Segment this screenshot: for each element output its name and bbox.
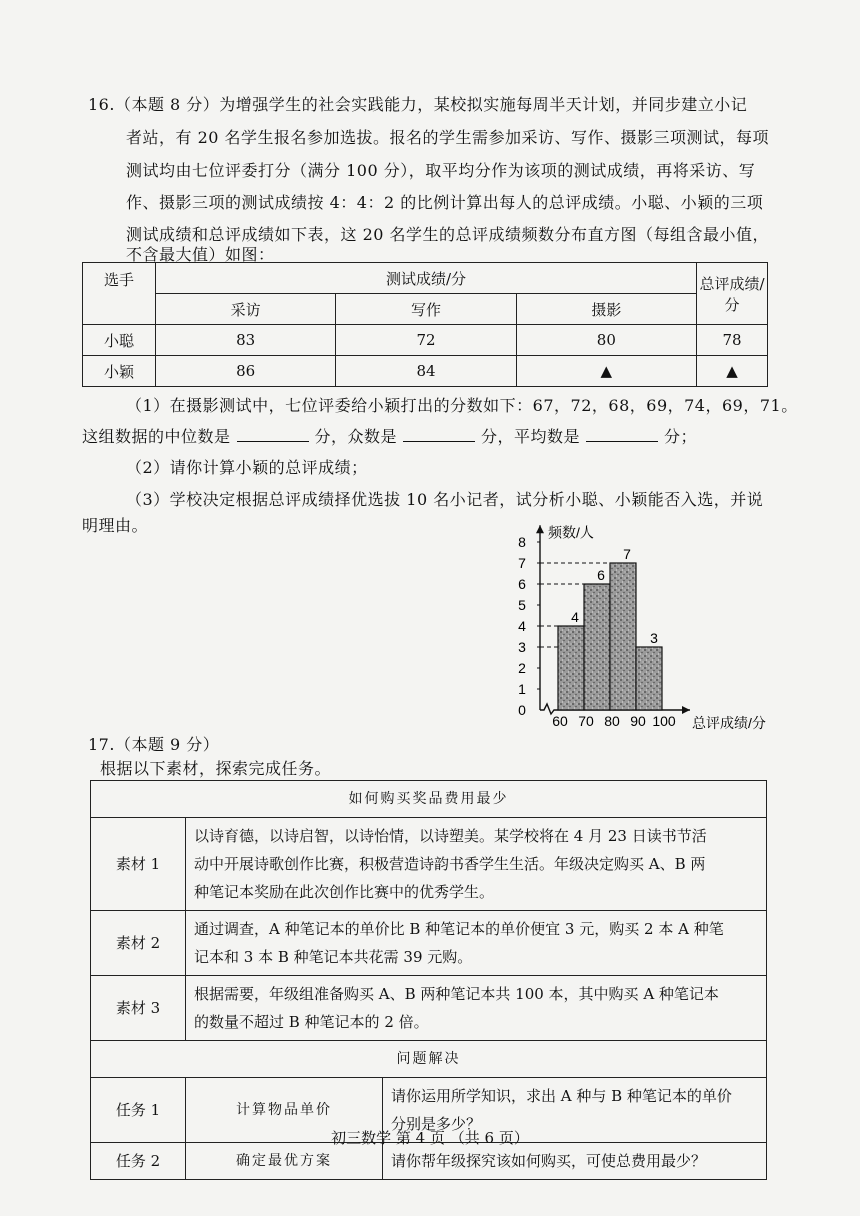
histogram-bar [610,563,636,710]
q16-line-2: 者站，有 20 名学生报名参加选拔。报名的学生需参加采访、写作、摄影三项测试，每项 [126,128,770,147]
table-row [83,356,768,387]
header-photography: 摄影 [516,294,696,325]
task-name: 确定最优方案 [186,1143,383,1180]
q16-part3-line2: 明理由。 [82,516,149,535]
histogram-bar [584,584,610,710]
material-row [91,911,767,976]
task-label: 任务 2 [91,1143,186,1180]
q16-part2: （2）请你计算小颖的总评成绩； [126,458,368,477]
x-tick-label: 60 [552,713,568,729]
material-content [186,818,767,911]
materials-table [90,780,767,1180]
cell-interview: 83 [156,325,336,356]
blank-median[interactable] [237,427,309,442]
task-name: 计算物品单价 [186,1078,383,1143]
q16-line-1: 16.（本题 8 分）为增强学生的社会实践能力，某校拟实施每周半天计划，并同步建立小记 [88,95,748,114]
cell-total: ▲ [697,356,768,387]
cell-photography: ▲ [516,356,696,387]
header-writing: 写作 [336,294,516,325]
table-row [83,325,768,356]
q16-part3-line1: （3）学校决定根据总评成绩择优选拔 10 名小记者，试分析小聪、小颖能否入选，并说 [126,490,764,509]
bar-value-label: 3 [650,630,658,646]
bar-value-label: 4 [571,609,579,625]
cell-photography: 80 [516,325,696,356]
q17-title: 17.（本题 9 分） [88,735,220,754]
materials-table-title: 如何购买奖品费用最少 [91,781,767,818]
histogram-bar [636,647,662,710]
material-line: 以诗育德，以诗启智，以诗怡情，以诗塑美。某学校将在 4 月 23 日读书节活 [194,827,707,845]
material-content [186,976,767,1041]
y-tick-label: 0 [518,702,526,718]
row-name: 小颖 [83,356,156,387]
bar-value-label: 7 [623,546,631,562]
material-row [91,818,767,911]
bar-value-label: 6 [597,567,605,583]
header-interview: 采访 [156,294,336,325]
cell-interview: 86 [156,356,336,387]
cell-writing: 84 [336,356,516,387]
q16-part1-line2 [82,424,697,447]
q16-line-4: 作、摄影三项的测试成绩按 4：4：2 的比例计算出每人的总评成绩。小聪、小颖的三项 [126,193,764,212]
material-line: 根据需要，年级组准备购买 A、B 两种笔记本共 100 本，其中购买 A 种笔记本 [194,985,719,1003]
task-line: 分别是多少？ [391,1115,482,1133]
material-content [186,911,767,976]
y-axis-arrow-icon [536,525,544,533]
y-axis-label: 频数/人 [548,524,594,541]
score-table [82,262,768,387]
y-tick-label: 3 [518,639,526,655]
material-line: 通过调查，A 种笔记本的单价比 B 种笔记本的单价便宜 3 元，购买 2 本 A 种笔 [194,920,724,938]
header-test-score: 测试成绩/分 [156,263,697,294]
material-label: 素材 1 [91,818,186,911]
x-tick-label: 80 [604,713,620,729]
q16-median-label: 这组数据的中位数是 [82,427,231,446]
q16-end-label: 分； [664,427,698,446]
q16-mode-label: 分，众数是 [314,427,398,446]
y-tick-label: 7 [518,555,526,571]
task-label: 任务 1 [91,1078,186,1143]
header-player: 选手 [83,263,156,325]
q17-intro: 根据以下素材，探索完成任务。 [100,759,332,778]
y-tick-label: 6 [518,576,526,592]
header-total-score: 总评成绩/分 [697,263,768,325]
y-tick-label: 5 [518,597,526,613]
x-tick-label: 70 [578,713,594,729]
blank-mean[interactable] [586,427,658,442]
q16-line-6: 不含最大值）如图： [126,245,275,264]
y-tick-label: 2 [518,660,526,676]
material-line: 动中开展诗歌创作比赛，积极营造诗韵书香学生生活。年级决定购买 A、B 两 [194,855,706,873]
y-tick-label: 8 [518,534,526,550]
material-label: 素材 3 [91,976,186,1041]
cell-total: 78 [697,325,768,356]
frequency-histogram [500,505,770,740]
material-label: 素材 2 [91,911,186,976]
row-name: 小聪 [83,325,156,356]
x-axis-label: 总评成绩/分 [692,715,766,731]
histogram-bar [558,626,584,710]
q16-line-5: 测试成绩和总评成绩如下表，这 20 名学生的总评成绩频数分布直方图（每组含最小值， [126,225,770,244]
q16-mean-label: 分，平均数是 [481,427,581,446]
material-row [91,976,767,1041]
material-line: 的数量不超过 B 种笔记本的 2 倍。 [194,1013,429,1031]
material-line: 种笔记本奖励在此次创作比赛中的优秀学生。 [194,883,495,901]
q16-part1-line1: （1）在摄影测试中，七位评委给小颖打出的分数如下：67，72，68，69，74，69，71。 [126,396,798,415]
x-axis-arrow-icon [682,706,690,714]
x-tick-label: 90 [630,713,646,729]
task-content [383,1143,767,1180]
y-tick-label: 1 [518,681,526,697]
cell-writing: 72 [336,325,516,356]
task-line: 请你运用所学知识，求出 A 种与 B 种笔记本的单价 [391,1087,732,1105]
page-footer: 初三数学 第 4 页 （共 6 页） [331,1129,529,1147]
problem-solving-header: 问题解决 [91,1041,767,1078]
material-line: 记本和 3 本 B 种笔记本共花需 39 元购。 [194,948,473,966]
task-row [91,1143,767,1180]
task-line: 请你帮年级探究该如何购买，可使总费用最少？ [391,1152,707,1170]
x-tick-label: 100 [652,713,676,729]
blank-mode[interactable] [403,427,475,442]
y-tick-label: 4 [518,618,526,634]
q16-line-3: 测试均由七位评委打分（满分 100 分），取平均分作为该项的测试成绩，再将采访、写 [126,161,756,180]
